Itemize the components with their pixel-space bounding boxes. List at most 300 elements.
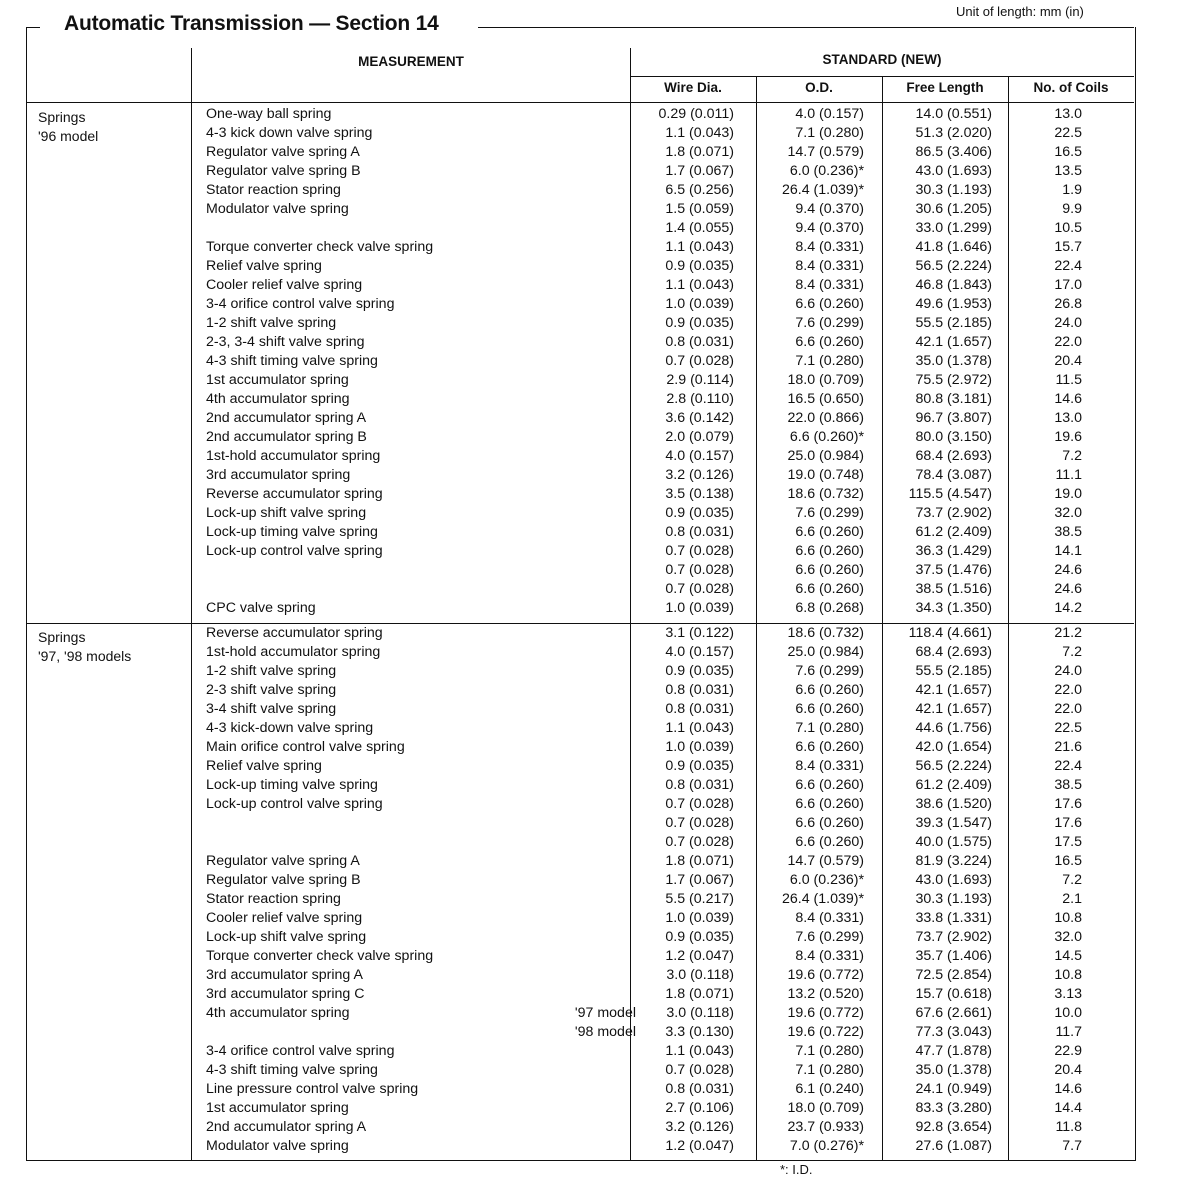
outer-diameter: 18.6 (0.732) bbox=[787, 486, 864, 502]
wire-dia: 3.1 (0.122) bbox=[665, 625, 734, 641]
outer-diameter: 6.6 (0.260) bbox=[795, 796, 864, 812]
outer-diameter: 9.4 (0.370) bbox=[795, 201, 864, 217]
coil-count: 22.4 bbox=[1054, 758, 1082, 774]
table-row bbox=[26, 599, 1134, 618]
wire-dia: 0.8 (0.031) bbox=[665, 777, 734, 793]
spring-name: 2nd accumulator spring B bbox=[206, 429, 367, 445]
free-length: 67.6 (2.661) bbox=[915, 1005, 992, 1021]
spring-name: Main orifice control valve spring bbox=[206, 739, 405, 755]
coil-count: 10.5 bbox=[1054, 220, 1082, 236]
outer-diameter: 4.0 (0.157) bbox=[795, 106, 864, 122]
outer-diameter: 7.1 (0.280) bbox=[795, 353, 864, 369]
spring-name: 4-3 shift timing valve spring bbox=[206, 353, 378, 369]
spring-name: Regulator valve spring B bbox=[206, 163, 361, 179]
wire-dia: 0.8 (0.031) bbox=[665, 334, 734, 350]
outer-diameter: 7.6 (0.299) bbox=[795, 929, 864, 945]
coil-count: 17.0 bbox=[1054, 277, 1082, 293]
wire-dia: 1.8 (0.071) bbox=[665, 853, 734, 869]
coil-count: 14.1 bbox=[1054, 543, 1082, 559]
wire-dia: 1.1 (0.043) bbox=[665, 1043, 734, 1059]
outer-diameter: 18.0 (0.709) bbox=[787, 1100, 864, 1116]
free-length: 27.6 (1.087) bbox=[915, 1138, 992, 1154]
rows-97-98-models bbox=[26, 624, 1134, 1156]
wire-dia: 0.7 (0.028) bbox=[665, 834, 734, 850]
outer-diameter: 6.6 (0.260)* bbox=[789, 429, 864, 445]
coil-count: 38.5 bbox=[1054, 777, 1082, 793]
free-length: 47.7 (1.878) bbox=[915, 1043, 992, 1059]
coil-count: 21.2 bbox=[1054, 625, 1082, 641]
coil-count: 24.6 bbox=[1054, 581, 1082, 597]
free-length: 81.9 (3.224) bbox=[915, 853, 992, 869]
col-header-free-length: Free Length bbox=[906, 80, 984, 95]
coil-count: 22.9 bbox=[1054, 1043, 1082, 1059]
spring-name: Cooler relief valve spring bbox=[206, 277, 363, 293]
table-row bbox=[26, 852, 1134, 871]
spring-name: Regulator valve spring B bbox=[206, 872, 361, 888]
wire-dia: 3.2 (0.126) bbox=[665, 467, 734, 483]
coil-count: 7.2 bbox=[1062, 872, 1082, 888]
coil-count: 11.8 bbox=[1055, 1119, 1082, 1135]
col-header-wire: Wire Dia. bbox=[664, 80, 722, 95]
free-length: 39.3 (1.547) bbox=[915, 815, 992, 831]
free-length: 86.5 (3.406) bbox=[915, 144, 992, 160]
wire-dia: 1.7 (0.067) bbox=[665, 872, 734, 888]
coil-count: 20.4 bbox=[1054, 353, 1082, 369]
wire-dia: 0.9 (0.035) bbox=[665, 663, 734, 679]
outer-diameter: 19.0 (0.748) bbox=[787, 467, 864, 483]
free-length: 44.6 (1.756) bbox=[915, 720, 992, 736]
free-length: 38.5 (1.516) bbox=[915, 581, 992, 597]
spring-name: Reverse accumulator spring bbox=[206, 486, 383, 502]
outer-diameter: 8.4 (0.331) bbox=[795, 277, 864, 293]
outer-diameter: 14.7 (0.579) bbox=[787, 853, 864, 869]
wire-dia: 0.9 (0.035) bbox=[665, 315, 734, 331]
outer-diameter: 6.8 (0.268) bbox=[795, 600, 864, 616]
wire-dia: 0.8 (0.031) bbox=[665, 524, 734, 540]
outer-diameter: 19.6 (0.772) bbox=[787, 1005, 864, 1021]
wire-dia: 1.5 (0.059) bbox=[665, 201, 734, 217]
free-length: 15.7 (0.618) bbox=[915, 986, 992, 1002]
coil-count: 32.0 bbox=[1054, 929, 1082, 945]
outer-diameter: 6.6 (0.260) bbox=[795, 701, 864, 717]
free-length: 33.8 (1.331) bbox=[915, 910, 992, 926]
table-row bbox=[26, 257, 1134, 276]
free-length: 34.3 (1.350) bbox=[915, 600, 992, 616]
free-length: 73.7 (2.902) bbox=[915, 929, 992, 945]
coil-count: 22.0 bbox=[1054, 701, 1082, 717]
coil-count: 19.0 bbox=[1054, 486, 1082, 502]
coil-count: 7.2 bbox=[1062, 448, 1082, 464]
coil-count: 11.1 bbox=[1055, 467, 1082, 483]
spring-name: Modulator valve spring bbox=[206, 1138, 349, 1154]
spring-name: 3-4 shift valve spring bbox=[206, 701, 337, 717]
free-length: 46.8 (1.843) bbox=[915, 277, 992, 293]
wire-dia: 1.0 (0.039) bbox=[665, 739, 734, 755]
wire-dia: 0.7 (0.028) bbox=[665, 1062, 734, 1078]
spring-name: Lock-up control valve spring bbox=[206, 543, 383, 559]
outer-diameter: 7.1 (0.280) bbox=[795, 1043, 864, 1059]
wire-dia: 1.1 (0.043) bbox=[665, 239, 734, 255]
outer-diameter: 18.6 (0.732) bbox=[787, 625, 864, 641]
outer-diameter: 6.6 (0.260) bbox=[795, 334, 864, 350]
table-row bbox=[26, 1080, 1134, 1099]
table-row bbox=[26, 352, 1134, 371]
outer-diameter: 8.4 (0.331) bbox=[795, 758, 864, 774]
coil-count: 2.1 bbox=[1062, 891, 1082, 907]
spring-name: Line pressure control valve spring bbox=[206, 1081, 419, 1097]
outer-diameter: 23.7 (0.933) bbox=[787, 1119, 864, 1135]
spring-name: One-way ball spring bbox=[206, 106, 332, 122]
coil-count: 10.8 bbox=[1054, 967, 1082, 983]
free-length: 115.5 (4.547) bbox=[908, 486, 992, 502]
coil-count: 17.5 bbox=[1054, 834, 1082, 850]
spring-name: 1st-hold accumulator spring bbox=[206, 448, 381, 464]
table-row bbox=[26, 833, 1134, 852]
outer-diameter: 19.6 (0.722) bbox=[787, 1024, 864, 1040]
spring-name: 2nd accumulator spring A bbox=[206, 410, 367, 426]
outer-diameter: 26.4 (1.039)* bbox=[781, 182, 864, 198]
measurement-header: MEASUREMENT bbox=[358, 54, 464, 69]
spring-name: 4-3 kick down valve spring bbox=[206, 125, 373, 141]
wire-dia: 1.8 (0.071) bbox=[665, 144, 734, 160]
free-length: 42.1 (1.657) bbox=[915, 682, 992, 698]
table-row bbox=[26, 295, 1134, 314]
spring-name: Lock-up timing valve spring bbox=[206, 524, 378, 540]
outer-diameter: 22.0 (0.866) bbox=[787, 410, 864, 426]
table-row bbox=[26, 1023, 1134, 1042]
header-subline bbox=[630, 76, 1134, 77]
outer-diameter: 6.6 (0.260) bbox=[795, 524, 864, 540]
coil-count: 7.7 bbox=[1062, 1138, 1082, 1154]
free-length: 68.4 (2.693) bbox=[915, 448, 992, 464]
outer-diameter: 18.0 (0.709) bbox=[787, 372, 864, 388]
spring-name: 4-3 shift timing valve spring bbox=[206, 1062, 378, 1078]
wire-dia: 3.2 (0.126) bbox=[665, 1119, 734, 1135]
table-row bbox=[26, 561, 1134, 580]
outer-diameter: 8.4 (0.331) bbox=[795, 948, 864, 964]
free-length: 118.4 (4.661) bbox=[908, 625, 992, 641]
spring-name: Cooler relief valve spring bbox=[206, 910, 363, 926]
spring-name: 3-4 orifice control valve spring bbox=[206, 1043, 395, 1059]
outer-diameter: 13.2 (0.520) bbox=[787, 986, 864, 1002]
outer-diameter: 8.4 (0.331) bbox=[795, 239, 864, 255]
table-row bbox=[26, 681, 1134, 700]
free-length: 42.0 (1.654) bbox=[915, 739, 992, 755]
free-length: 68.4 (2.693) bbox=[915, 644, 992, 660]
table-row bbox=[26, 105, 1134, 124]
wire-dia: 3.3 (0.130) bbox=[665, 1024, 734, 1040]
spring-name: Regulator valve spring A bbox=[206, 853, 360, 869]
free-length: 37.5 (1.476) bbox=[915, 562, 992, 578]
spring-name: CPC valve spring bbox=[206, 600, 316, 616]
wire-dia: 1.7 (0.067) bbox=[665, 163, 734, 179]
coil-count: 1.9 bbox=[1062, 182, 1082, 198]
spring-name: Lock-up shift valve spring bbox=[206, 929, 367, 945]
wire-dia: 1.2 (0.047) bbox=[665, 1138, 734, 1154]
spring-name: Torque converter check valve spring bbox=[206, 948, 434, 964]
outer-diameter: 9.4 (0.370) bbox=[795, 220, 864, 236]
outer-diameter: 6.6 (0.260) bbox=[795, 581, 864, 597]
free-length: 40.0 (1.575) bbox=[915, 834, 992, 850]
coil-count: 14.6 bbox=[1054, 1081, 1082, 1097]
coil-count: 21.6 bbox=[1054, 739, 1082, 755]
free-length: 24.1 (0.949) bbox=[915, 1081, 992, 1097]
free-length: 43.0 (1.693) bbox=[915, 872, 992, 888]
table-row bbox=[26, 371, 1134, 390]
table-row bbox=[26, 485, 1134, 504]
table-row bbox=[26, 447, 1134, 466]
outer-diameter: 19.6 (0.772) bbox=[787, 967, 864, 983]
table-row bbox=[26, 1118, 1134, 1137]
table-row bbox=[26, 1004, 1134, 1023]
table-row bbox=[26, 1137, 1134, 1156]
free-length: 80.0 (3.150) bbox=[915, 429, 992, 445]
model-note: '98 model bbox=[574, 1024, 636, 1040]
table-row bbox=[26, 333, 1134, 352]
spring-name: 1-2 shift valve spring bbox=[206, 663, 337, 679]
spring-name: 3rd accumulator spring bbox=[206, 467, 351, 483]
free-length: 78.4 (3.087) bbox=[915, 467, 992, 483]
table-row bbox=[26, 1061, 1134, 1080]
wire-dia: 0.9 (0.035) bbox=[665, 505, 734, 521]
table-row bbox=[26, 409, 1134, 428]
coil-count: 22.5 bbox=[1054, 125, 1082, 141]
outer-diameter: 7.6 (0.299) bbox=[795, 505, 864, 521]
spring-name: Relief valve spring bbox=[206, 758, 322, 774]
wire-dia: 0.7 (0.028) bbox=[665, 353, 734, 369]
unit-note: Unit of length: mm (in) bbox=[956, 4, 1084, 19]
coil-count: 17.6 bbox=[1054, 796, 1082, 812]
free-length: 36.3 (1.429) bbox=[915, 543, 992, 559]
outer-diameter: 26.4 (1.039)* bbox=[781, 891, 864, 907]
wire-dia: 2.9 (0.114) bbox=[666, 372, 734, 388]
outer-diameter: 16.5 (0.650) bbox=[787, 391, 864, 407]
page-title: Automatic Transmission — Section 14 bbox=[56, 12, 447, 36]
table-row bbox=[26, 504, 1134, 523]
outer-diameter: 6.0 (0.236)* bbox=[789, 872, 864, 888]
table-row bbox=[26, 890, 1134, 909]
coil-count: 20.4 bbox=[1054, 1062, 1082, 1078]
spring-name: 4th accumulator spring bbox=[206, 1005, 350, 1021]
free-length: 14.0 (0.551) bbox=[915, 106, 992, 122]
outer-diameter: 6.0 (0.236)* bbox=[789, 163, 864, 179]
coil-count: 26.8 bbox=[1054, 296, 1082, 312]
wire-dia: 3.6 (0.142) bbox=[665, 410, 734, 426]
wire-dia: 0.9 (0.035) bbox=[665, 758, 734, 774]
free-length: 35.0 (1.378) bbox=[915, 353, 992, 369]
coil-count: 14.2 bbox=[1054, 600, 1082, 616]
wire-dia: 1.4 (0.055) bbox=[665, 220, 734, 236]
table-row bbox=[26, 162, 1134, 181]
outer-diameter: 25.0 (0.984) bbox=[787, 644, 864, 660]
table-row bbox=[26, 776, 1134, 795]
wire-dia: 0.7 (0.028) bbox=[665, 796, 734, 812]
table-row bbox=[26, 523, 1134, 542]
model-note: '97 model bbox=[574, 1005, 636, 1021]
free-length: 61.2 (2.409) bbox=[915, 524, 992, 540]
table-row bbox=[26, 542, 1134, 561]
spring-name: Relief valve spring bbox=[206, 258, 322, 274]
coil-count: 13.5 bbox=[1054, 163, 1082, 179]
wire-dia: 1.1 (0.043) bbox=[665, 125, 734, 141]
spring-name: 2-3, 3-4 shift valve spring bbox=[206, 334, 365, 350]
coil-count: 9.9 bbox=[1062, 201, 1082, 217]
wire-dia: 2.0 (0.079) bbox=[665, 429, 734, 445]
table-row bbox=[26, 947, 1134, 966]
free-length: 56.5 (2.224) bbox=[915, 258, 992, 274]
table-row bbox=[26, 1042, 1134, 1061]
outer-diameter: 6.6 (0.260) bbox=[795, 815, 864, 831]
wire-dia: 0.9 (0.035) bbox=[665, 929, 734, 945]
outer-diameter: 14.7 (0.579) bbox=[787, 144, 864, 160]
wire-dia: 0.7 (0.028) bbox=[665, 543, 734, 559]
wire-dia: 3.0 (0.118) bbox=[666, 967, 734, 983]
spring-name: 3rd accumulator spring A bbox=[206, 967, 363, 983]
wire-dia: 2.7 (0.106) bbox=[665, 1100, 734, 1116]
group-label-96-line2: '96 model bbox=[38, 128, 99, 144]
coil-count: 14.5 bbox=[1054, 948, 1082, 964]
group-label-96-line1: Springs bbox=[38, 109, 86, 125]
free-length: 41.8 (1.646) bbox=[915, 239, 992, 255]
table-row bbox=[26, 200, 1134, 219]
coil-count: 10.0 bbox=[1054, 1005, 1082, 1021]
table-row bbox=[26, 1099, 1134, 1118]
table-row bbox=[26, 428, 1134, 447]
free-length: 43.0 (1.693) bbox=[915, 163, 992, 179]
coil-count: 14.6 bbox=[1054, 391, 1082, 407]
coil-count: 7.2 bbox=[1062, 644, 1082, 660]
rows-96-model bbox=[26, 105, 1134, 618]
wire-dia: 3.0 (0.118) bbox=[666, 1005, 734, 1021]
coil-count: 16.5 bbox=[1054, 853, 1082, 869]
free-length: 83.3 (3.280) bbox=[915, 1100, 992, 1116]
table-row bbox=[26, 719, 1134, 738]
coil-count: 13.0 bbox=[1054, 106, 1082, 122]
spring-name: 3rd accumulator spring C bbox=[206, 986, 365, 1002]
wire-dia: 1.1 (0.043) bbox=[665, 277, 734, 293]
free-length: 51.3 (2.020) bbox=[915, 125, 992, 141]
wire-dia: 0.8 (0.031) bbox=[665, 1081, 734, 1097]
outer-diameter: 25.0 (0.984) bbox=[787, 448, 864, 464]
free-length: 92.8 (3.654) bbox=[915, 1119, 992, 1135]
outer-diameter: 7.1 (0.280) bbox=[795, 1062, 864, 1078]
outer-diameter: 7.1 (0.280) bbox=[795, 125, 864, 141]
free-length: 55.5 (2.185) bbox=[915, 663, 992, 679]
table-row bbox=[26, 795, 1134, 814]
outer-diameter: 6.1 (0.240) bbox=[795, 1081, 864, 1097]
coil-count: 19.6 bbox=[1054, 429, 1082, 445]
table-row bbox=[26, 966, 1134, 985]
coil-count: 22.0 bbox=[1054, 682, 1082, 698]
spring-name: 1st accumulator spring bbox=[206, 372, 349, 388]
spring-name: Reverse accumulator spring bbox=[206, 625, 383, 641]
table-row bbox=[26, 181, 1134, 200]
col-header-coils: No. of Coils bbox=[1033, 80, 1109, 95]
wire-dia: 4.0 (0.157) bbox=[665, 448, 734, 464]
coil-count: 22.0 bbox=[1054, 334, 1082, 350]
table-row bbox=[26, 390, 1134, 409]
free-length: 56.5 (2.224) bbox=[915, 758, 992, 774]
outer-diameter: 7.1 (0.280) bbox=[795, 720, 864, 736]
table-row bbox=[26, 757, 1134, 776]
spring-name: Stator reaction spring bbox=[206, 182, 341, 198]
free-length: 42.1 (1.657) bbox=[915, 334, 992, 350]
coil-count: 14.4 bbox=[1054, 1100, 1082, 1116]
spring-name: Modulator valve spring bbox=[206, 201, 349, 217]
coil-count: 16.5 bbox=[1054, 144, 1082, 160]
outer-diameter: 7.6 (0.299) bbox=[795, 663, 864, 679]
wire-dia: 3.5 (0.138) bbox=[665, 486, 734, 502]
coil-count: 24.0 bbox=[1054, 663, 1082, 679]
outer-diameter: 6.6 (0.260) bbox=[795, 777, 864, 793]
table-row bbox=[26, 238, 1134, 257]
coil-count: 11.5 bbox=[1055, 372, 1082, 388]
wire-dia: 1.1 (0.043) bbox=[665, 720, 734, 736]
wire-dia: 6.5 (0.256) bbox=[665, 182, 734, 198]
spring-name: Regulator valve spring A bbox=[206, 144, 360, 160]
wire-dia: 1.8 (0.071) bbox=[665, 986, 734, 1002]
group-label-97-98-line2: '97, '98 models bbox=[38, 648, 132, 664]
spring-name: Lock-up timing valve spring bbox=[206, 777, 378, 793]
free-length: 30.3 (1.193) bbox=[915, 891, 992, 907]
wire-dia: 0.9 (0.035) bbox=[665, 258, 734, 274]
table-row bbox=[26, 643, 1134, 662]
spring-name: 2nd accumulator spring A bbox=[206, 1119, 367, 1135]
footnote: *: I.D. bbox=[780, 1162, 813, 1177]
free-length: 30.6 (1.205) bbox=[915, 201, 992, 217]
table-row bbox=[26, 276, 1134, 295]
table-row bbox=[26, 738, 1134, 757]
spring-name: 1st-hold accumulator spring bbox=[206, 644, 381, 660]
standard-header: STANDARD (NEW) bbox=[822, 52, 942, 67]
coil-count: 32.0 bbox=[1054, 505, 1082, 521]
wire-dia: 0.8 (0.031) bbox=[665, 701, 734, 717]
group-label-97-98-line1: Springs bbox=[38, 629, 86, 645]
table-row bbox=[26, 624, 1134, 643]
table-row bbox=[26, 909, 1134, 928]
spring-name: Torque converter check valve spring bbox=[206, 239, 434, 255]
spring-name: 3-4 orifice control valve spring bbox=[206, 296, 395, 312]
coil-count: 10.8 bbox=[1054, 910, 1082, 926]
free-length: 61.2 (2.409) bbox=[915, 777, 992, 793]
coil-count: 38.5 bbox=[1054, 524, 1082, 540]
wire-dia: 0.29 (0.011) bbox=[658, 106, 734, 122]
table-row bbox=[26, 871, 1134, 890]
coil-count: 15.7 bbox=[1054, 239, 1082, 255]
coil-count: 13.0 bbox=[1054, 410, 1082, 426]
free-length: 35.7 (1.406) bbox=[915, 948, 992, 964]
free-length: 49.6 (1.953) bbox=[915, 296, 992, 312]
table-row bbox=[26, 662, 1134, 681]
wire-dia: 2.8 (0.110) bbox=[666, 391, 734, 407]
wire-dia: 1.0 (0.039) bbox=[665, 910, 734, 926]
table-row bbox=[26, 928, 1134, 947]
outer-diameter: 8.4 (0.331) bbox=[795, 258, 864, 274]
outer-diameter: 6.6 (0.260) bbox=[795, 296, 864, 312]
free-length: 77.3 (3.043) bbox=[915, 1024, 992, 1040]
free-length: 75.5 (2.972) bbox=[915, 372, 992, 388]
wire-dia: 1.0 (0.039) bbox=[665, 600, 734, 616]
coil-count: 24.6 bbox=[1054, 562, 1082, 578]
outer-diameter: 6.6 (0.260) bbox=[795, 682, 864, 698]
outer-diameter: 6.6 (0.260) bbox=[795, 543, 864, 559]
wire-dia: 5.5 (0.217) bbox=[665, 891, 734, 907]
wire-dia: 4.0 (0.157) bbox=[665, 644, 734, 660]
spring-name: Lock-up shift valve spring bbox=[206, 505, 367, 521]
table-row bbox=[26, 700, 1134, 719]
coil-count: 3.13 bbox=[1054, 986, 1082, 1002]
wire-dia: 0.7 (0.028) bbox=[665, 562, 734, 578]
